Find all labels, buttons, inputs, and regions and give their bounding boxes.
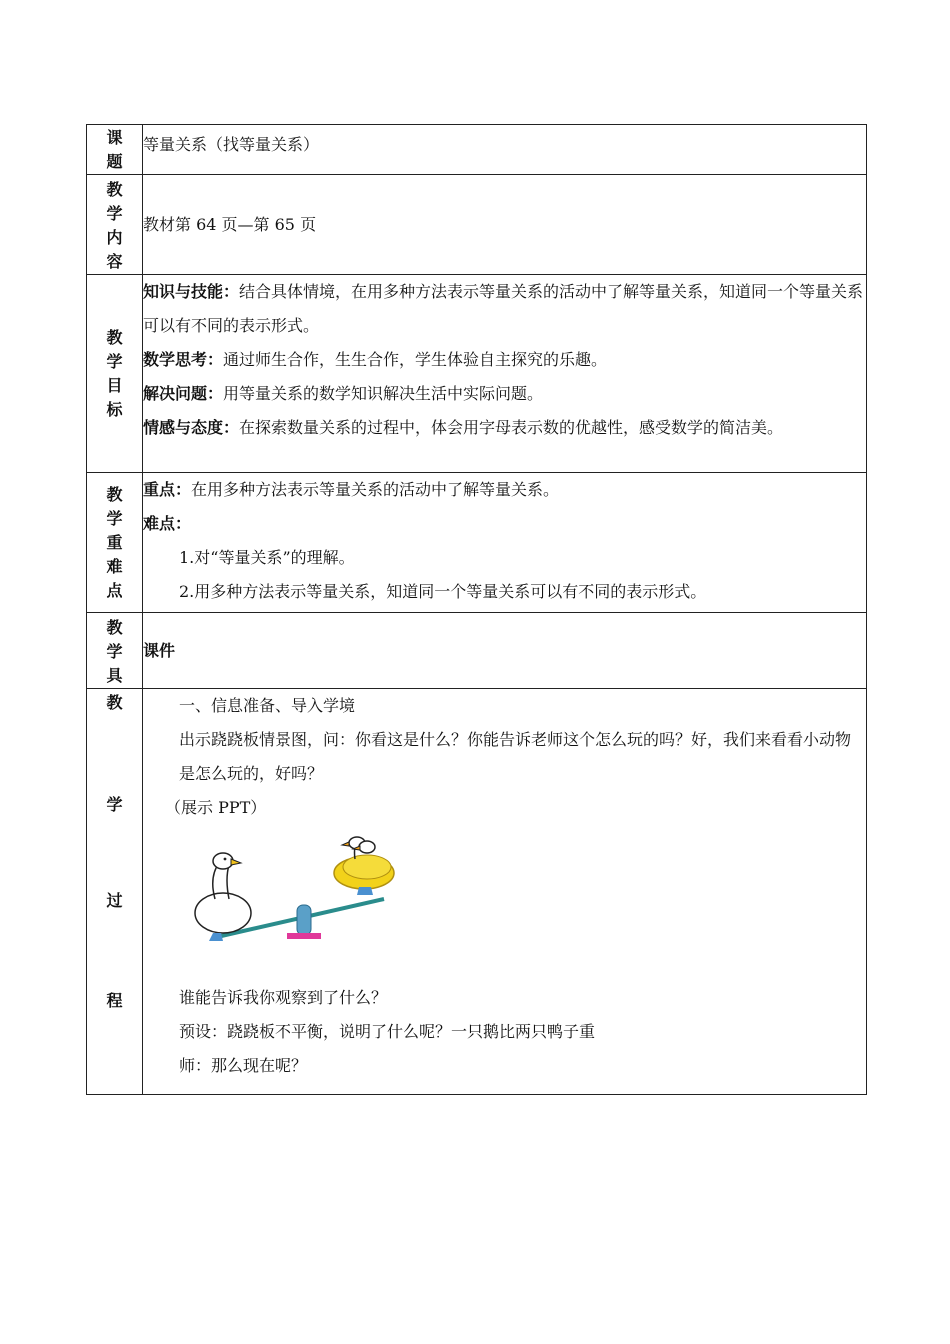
lesson-goals	[143, 275, 867, 473]
process-char: 教	[106, 693, 123, 712]
difficulty-heading: 难点：	[143, 514, 192, 533]
label-goals: 教学目标	[87, 275, 143, 473]
lesson-plan-table	[86, 124, 867, 1095]
key-point: 重点：在用多种方法表示等量关系的活动中了解等量关系。	[143, 480, 560, 499]
label-process	[87, 689, 143, 1095]
label-content: 教学内容	[87, 175, 143, 275]
lesson-tools: 课件	[143, 613, 867, 689]
duck-icon	[334, 837, 394, 895]
process-line: 预设：跷跷板不平衡，说明了什么呢？一只鹅比两只鸭子重	[179, 1022, 596, 1041]
difficulty-item: 1.对“等量关系”的理解。	[179, 548, 355, 567]
lesson-process	[143, 689, 867, 1095]
process-char: 过	[106, 891, 123, 910]
lesson-content: 教材第 64 页—第 65 页	[143, 175, 867, 275]
goose-icon	[195, 853, 251, 941]
label-tools: 教学具	[87, 613, 143, 689]
process-line: 师：那么现在呢？	[179, 1056, 308, 1075]
process-line: 谁能告诉我你观察到了什么？	[179, 988, 388, 1007]
goal-item: 解决问题：用等量关系的数学知识解决生活中实际问题。	[143, 384, 544, 403]
seesaw-illustration	[179, 829, 419, 963]
goal-item: 数学思考：通过师生合作，生生合作，学生体验自主探究的乐趣。	[143, 350, 608, 369]
label-title: 课题	[87, 125, 143, 175]
process-line: （展示 PPT）	[165, 798, 267, 817]
process-line: 出示跷跷板情景图，问：你看这是什么？你能告诉老师这个怎么玩的吗？好，我们来看看小动物是怎么玩的，好吗？	[179, 730, 852, 783]
process-char: 学	[106, 795, 123, 814]
label-keypoints: 教学重难点	[87, 473, 143, 613]
lesson-keypoints	[143, 473, 867, 613]
goal-item: 情感与态度：在探索数量关系的过程中，体会用字母表示数的优越性，感受数学的简洁美。	[143, 418, 784, 437]
process-line: 一、信息准备、导入学境	[179, 696, 356, 715]
goal-item: 知识与技能：结合具体情境，在用多种方法表示等量关系的活动中了解等量关系，知道同一个等量关系可以有不同的表示形式。	[143, 282, 864, 335]
process-char: 程	[106, 991, 123, 1010]
difficulty-item: 2.用多种方法表示等量关系，知道同一个等量关系可以有不同的表示形式。	[179, 582, 707, 601]
lesson-title: 等量关系（找等量关系）	[143, 125, 867, 175]
